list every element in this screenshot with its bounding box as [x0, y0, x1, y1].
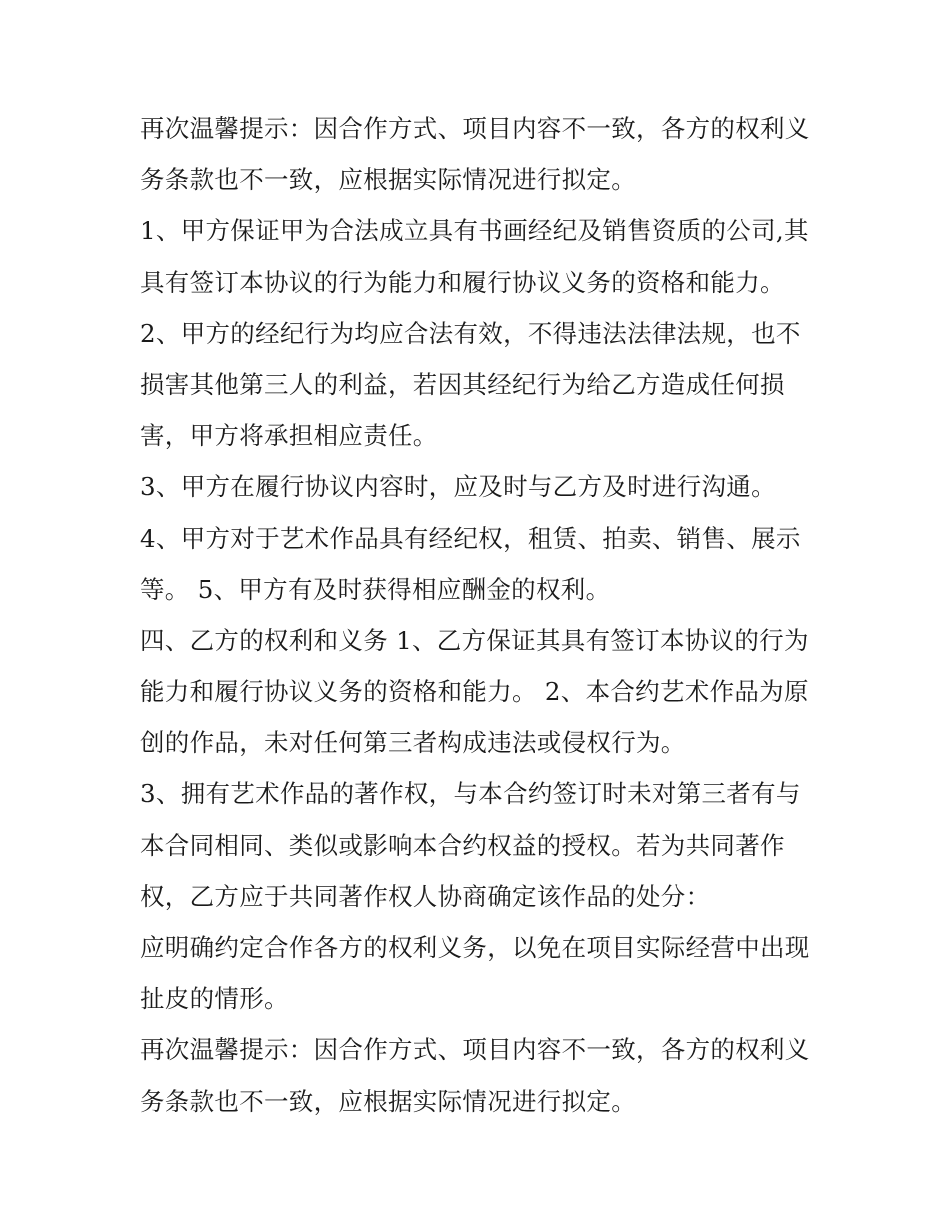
text-line: 务条款也不一致，应根据实际情况进行拟定。: [140, 1086, 636, 1116]
text-line: 创的作品，未对任何第三者构成违法或侵权行为。: [140, 728, 686, 758]
text-line: 四、乙方的权利和义务 1、乙方保证其具有签订本协议的行为: [140, 625, 809, 655]
text-line: 权，乙方应于共同著作权人协商确定该作品的处分：: [140, 881, 711, 911]
text-line: 再次温馨提示：因合作方式、项目内容不一致，各方的权利义: [140, 1035, 810, 1065]
text-line: 3、甲方在履行协议内容时，应及时与乙方及时进行沟通。: [140, 472, 776, 502]
text-line: 本合同相同、类似或影响本合约权益的授权。若为共同著作: [140, 830, 785, 860]
text-line: 再次温馨提示：因合作方式、项目内容不一致，各方的权利义: [140, 114, 810, 143]
text-line: 等。 5、甲方有及时获得相应酬金的权利。: [140, 574, 611, 604]
text-line: 具有签订本协议的行为能力和履行协议义务的资格和能力。: [140, 267, 785, 297]
text-line: 扯皮的情形。: [140, 984, 289, 1014]
text-line: 应明确约定合作各方的权利义务，以免在项目实际经营中出现: [140, 933, 810, 962]
text-line: 损害其他第三人的利益，若因其经纪行为给乙方造成任何损: [140, 369, 785, 399]
text-line: 4、甲方对于艺术作品具有经纪权，租赁、拍卖、销售、展示: [140, 523, 801, 553]
text-line: 3、拥有艺术作品的著作权，与本合约签订时未对第三者有与: [140, 779, 801, 809]
text-line: 1、甲方保证甲为合法成立具有书画经纪及销售资质的公司,其: [140, 216, 809, 246]
text-line: 害，甲方将承担相应责任。: [140, 421, 438, 451]
document-body: [140, 103, 820, 1127]
text-line: 能力和履行协议义务的资格和能力。 2、本合约艺术作品为原: [140, 677, 809, 707]
text-line: 务条款也不一致，应根据实际情况进行拟定。: [140, 165, 636, 195]
text-line: 2、甲方的经纪行为均应合法有效，不得违法法律法规，也不: [140, 318, 801, 348]
